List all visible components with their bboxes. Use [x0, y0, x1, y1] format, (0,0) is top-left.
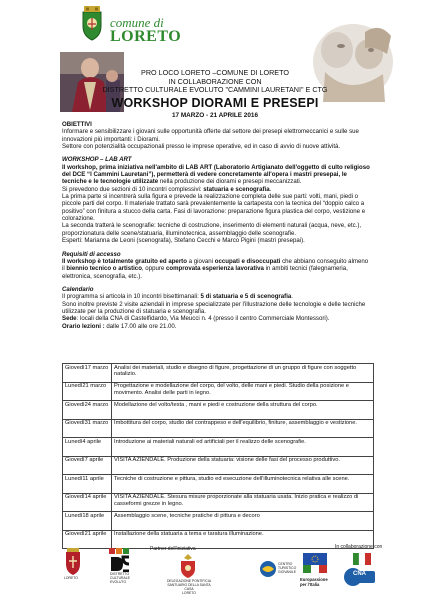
requisiti-bold-2: occupati e disoccupati — [214, 257, 281, 265]
loreto-crest-icon — [64, 548, 82, 576]
logo-loreto-text: LORETO — [110, 28, 182, 45]
schedule-description: Analisi dei materiali, studio e disegno di figure, progettazione di un gruppo di figure con soggetto natalizio. — [112, 364, 374, 383]
requisiti-text-2: che abbiano conseguito almeno il — [62, 257, 369, 273]
org-line-1: PRO LOCO LORETO –COMUNE DI LORETO — [141, 68, 289, 77]
schedule-date: Lunedì21 marzo — [63, 382, 112, 401]
obiettivi-paragraph-1: Informare e sensibilizzare i giovani sulle opportunità offerte dal settore dei presepi elettromeccanici e sulle sue innovazioni più importanti: i Diorami. — [62, 128, 359, 143]
schedule-description: Imbottitura del corpo, studio del contrappeso e dell'equilibrio, finiture, assemblaggio e vestizione. — [112, 419, 374, 438]
calendario-paragraph-1 — [62, 293, 372, 300]
calendario-heading: Calendario — [62, 285, 94, 293]
delegazione-caption-3: LORETO — [182, 590, 196, 595]
collab-label: In collaborazione con — [335, 544, 383, 550]
schedule-table — [62, 363, 374, 549]
workshop-paragraph-2-bold: statuaria e scenografia — [203, 185, 270, 193]
requisiti-paragraph — [62, 258, 372, 280]
dce-logo-icon — [109, 548, 131, 572]
sede-line — [62, 315, 372, 322]
workshop-heading: WORKSHOP – LAB ART — [62, 156, 132, 164]
delegazione-crest-icon — [178, 554, 198, 578]
page-header — [0, 0, 424, 119]
ctg-caption-1: CENTRO — [278, 562, 293, 566]
workshop-paragraph-1 — [62, 164, 372, 186]
comune-logo — [110, 16, 181, 45]
dce-caption-1: DISTRETTO — [110, 572, 130, 576]
dce-caption — [110, 573, 130, 585]
schedule-row — [63, 401, 374, 420]
delegazione-caption-2: SANTUARIO DELLA SANTA CASA — [167, 582, 211, 591]
calendario-bold: 5 di statuaria e 5 di scenografia — [200, 293, 292, 301]
workshop-paragraph-2 — [62, 186, 372, 193]
schedule-description: Modellazione del volto/testa , mani e piedi e costruzione della struttura del corpo. — [112, 401, 374, 420]
schedule-row — [63, 512, 374, 531]
schedule-row — [63, 456, 374, 475]
requisiti-bold-3: biennio tecnico o artistico — [66, 265, 142, 273]
loreto-caption: LORETO — [64, 576, 78, 580]
requisiti-bold-1: Il workshop è totalmente gratuito ed aperto — [62, 257, 187, 265]
orario-text: dalle 17.00 alle ore 21.00. — [104, 322, 177, 330]
requisiti-heading: Requisiti di accesso — [62, 250, 121, 258]
delegazione-caption-1: DELEGAZIONE PONTIFICIA — [166, 579, 212, 583]
schedule-date: Lunedì11 aprile — [63, 475, 112, 494]
europassione-caption — [300, 578, 328, 588]
workshop-paragraph-2-end: . — [269, 185, 272, 193]
europassione-logo-icon — [303, 553, 327, 573]
ctg-caption-2: TURISTICO — [278, 565, 297, 570]
workshop-paragraph-1-bold: Il workshop, prima iniziativa nell'ambito di LAB ART (Laboratorio Artigianato dell'oggetto di culto religioso del DCE “I Cammini Lauretani”), permetterà di vedere concretamente all'opera i mastri presepai, le tecniche e le tecnologie utilizzate — [62, 163, 370, 186]
requisiti-text-4: in ambiti tecnici (falegnameria, elettronica, scenografia, etc.). — [62, 265, 348, 280]
schedule-date: Giovedì24 marzo — [63, 401, 112, 420]
cna-caption: CNA — [353, 571, 366, 577]
calendario-text-end: . — [291, 293, 293, 301]
org-line-2: IN COLLABORAZIONE CON — [168, 77, 262, 86]
schedule-date: Giovedì31 marzo — [63, 419, 112, 438]
dce-caption-2: CULTURALE — [110, 575, 130, 580]
schedule-row — [63, 493, 374, 512]
schedule-row — [63, 364, 374, 383]
schedule-date: Giovedì21 aprile — [63, 530, 112, 549]
orario-label: Orario lezioni : — [62, 322, 105, 330]
italy-flag-icon — [353, 553, 371, 565]
ctg-logo-icon — [259, 560, 277, 578]
partner-label: Partner dell'iniziativa — [150, 546, 196, 552]
workshop-paragraph-5: Esperti: Marianna de Leoni (scenografa), Stefano Cecchi e Marco Pigini (mastri presepai). — [62, 237, 305, 245]
schedule-description: Installazione della statuaria a tema e taratura illuminazione. — [112, 530, 374, 549]
requisiti-bold-4: comprovata esperienza lavorativa — [165, 265, 264, 273]
calendario-paragraph-2: Sono inoltre previste 2 visite aziendali in imprese specializzate per l'illustrazione delle tecnologie e delle tecniche utilizzate per la produzione di statuaria e scenografia. — [62, 300, 366, 315]
europassione-caption-1: Europassione — [300, 577, 328, 582]
requisiti-text-1: a giovani — [186, 257, 215, 265]
workshop-paragraph-1-rest: nella produzione dei diorami e presepi meccanizzati. — [158, 178, 302, 186]
schedule-description: VISITA AZIENDALE. Stesura misure proporzionate alla statuaria usata. Inizio pratica e realizzo di casseformi grezze in legno. — [112, 493, 374, 512]
org-line-3: DISTRETTO CULTURALE EVOLUTO "CAMMINI LAURETANI" E CTG — [102, 85, 328, 94]
sede-text: : locali della CNA di Castelfidardo, Via Meucci n. 4 (presso il centro Commerciale Montessori). — [76, 315, 330, 323]
main-content — [62, 121, 372, 330]
schedule-description: Progettazione e modellazione del corpo, del volto, delle mani e piedi. Studio della posizione e movimento. Analisi delle parti in legno. — [112, 382, 374, 401]
workshop-paragraph-2-text: Si prevedono due sezioni di 10 incontri complessivi: — [62, 185, 204, 193]
schedule-table-body — [63, 364, 374, 549]
delegazione-caption — [163, 580, 215, 596]
workshop-paragraph-3: La prima parte si incentrerà sulla figura e prevede la realizzazione completa delle sue parti: volti, mani, piedi o piccole parti del corpo. Il materiale trattato sarà prevalentemente la cartapesta con la tecnica del “doppio calco a positivo” con finitura a stucco della carta. Fasi di lavorazione: preparazione figura plastica del corpo, vestizione e colorazione. — [62, 193, 366, 223]
comune-crest-icon — [77, 6, 107, 42]
schedule-date: Giovedì17 marzo — [63, 364, 112, 383]
schedule-row — [63, 382, 374, 401]
schedule-row — [63, 438, 374, 457]
sede-label: Sede — [62, 315, 77, 323]
schedule-row — [63, 475, 374, 494]
obiettivi-paragraph-2: Settore con potenzialità occupazionali presso le imprese operative, ed in caso di avvio di nuove attività. — [62, 143, 341, 151]
requisiti-text-3: , oppure — [141, 265, 166, 273]
event-dates: 17 MARZO - 21 APRILE 2016 — [171, 112, 259, 119]
schedule-date: Giovedì14 aprile — [63, 493, 112, 512]
schedule-description: Tecniche di costruzione e pittura, studio ed esecuzione dell'illuminotecnica relativa alle scene. — [112, 475, 374, 494]
calendario-text-1: Il programma si articola in 10 incontri bisettimanali: — [62, 293, 201, 301]
dce-caption-3: EVOLUTO — [110, 579, 127, 584]
ctg-caption — [278, 563, 296, 575]
schedule-description: VISITA AZIENDALE. Produzione della statuaria: visione delle fasi del processo produttivo. — [112, 456, 374, 475]
workshop-paragraph-4: La seconda tratterà le scenografie: tecniche di costruzione, inserimento di elementi naturali (acqua, neve, etc.), proporzionatura delle scene/statuaria, illuminotecnica, assemblaggio delle scenografie. — [62, 222, 362, 237]
logo-comune-text: comune di — [110, 15, 164, 30]
schedule-description: Assemblaggio scene, tecniche pratiche di pittura e decoro — [112, 512, 374, 531]
orario-line — [62, 323, 372, 330]
schedule-row — [63, 419, 374, 438]
obiettivi-heading: OBIETTIVI — [62, 121, 92, 128]
schedule-date: Lunedì4 aprile — [63, 438, 112, 457]
cna-logo-icon — [343, 567, 377, 587]
europassione-caption-2: per l'Italia — [300, 581, 320, 587]
page-title: WORKSHOP DIORAMI E PRESEPI — [111, 96, 319, 110]
schedule-date: Giovedì7 aprile — [63, 456, 112, 475]
schedule-description: Introduzione ai materiali naturali ed artificiali per il realizzo delle scenografie. — [112, 438, 374, 457]
page-footer — [0, 540, 424, 600]
ctg-caption-3: GIOVANILE — [278, 569, 297, 574]
schedule-date: Lunedì18 aprile — [63, 512, 112, 531]
